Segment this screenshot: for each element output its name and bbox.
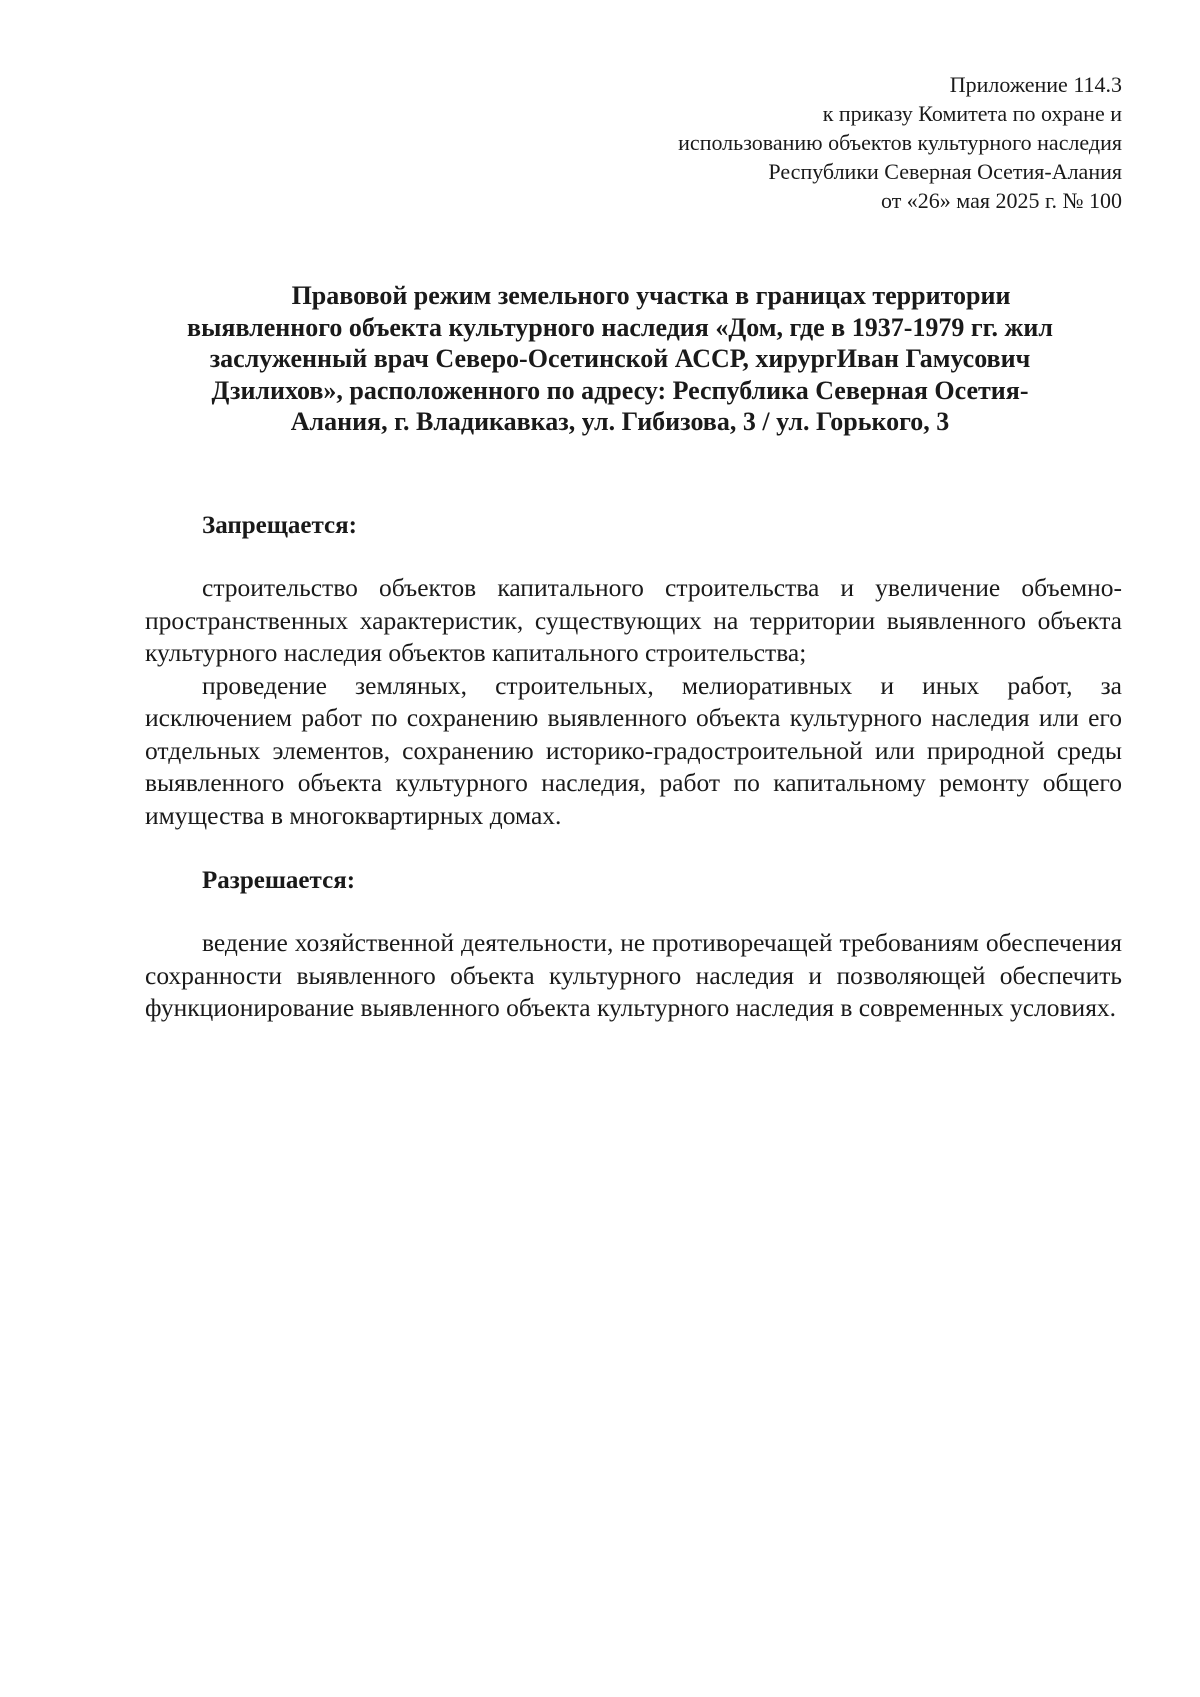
- appendix-reference: [422, 70, 1122, 215]
- title-line: Дзилихов», расположенного по адресу: Республика Северная Осетия-: [211, 375, 1029, 405]
- title-line: заслуженный врач Северо-Осетинской АССР, хирургИван Гамусович: [209, 344, 1031, 373]
- title-line: Алания, г. Владикавказ, ул. Гибизова, 3 / ул. Горького, 3: [290, 407, 950, 436]
- prohibited-list: [145, 572, 1122, 832]
- allowed-heading: Разрешается:: [202, 867, 356, 894]
- appendix-republic-line: Республики Северная Осетия-Алания: [768, 159, 1122, 184]
- appendix-committee-line: использованию объектов культурного наследия: [678, 130, 1122, 155]
- appendix-order-line: к приказу Комитета по охране и: [822, 101, 1122, 126]
- allowed-list: [145, 927, 1122, 1025]
- title-line: выявленного объекта культурного наследия «Дом, где в 1937-1979 гг. жил: [187, 312, 1053, 342]
- appendix-number: Приложение 114.3: [949, 72, 1122, 97]
- title-line: Правовой режим земельного участка в границах территории: [291, 281, 1011, 310]
- prohibited-item: строительство объектов капитального строительства и увеличение объемно-пространственных характеристик, существующих на территории выявленного объекта культурного наследия объектов капитального строительства;: [145, 573, 1122, 667]
- prohibited-heading: Запрещается:: [202, 512, 358, 539]
- appendix-date-line: от «26» мая 2025 г. № 100: [880, 188, 1122, 213]
- prohibited-item: проведение земляных, строительных, мелиоративных и иных работ, за исключением работ по сохранению выявленного объекта культурного наследия или его отдельных элементов, сохранению историко-градостроительной или природной среды выявленного объекта культурного наследия, работ по капитальному ремонту общего имущества в многоквартирных домах.: [145, 670, 1122, 830]
- allowed-item: ведение хозяйственной деятельности, не противоречащей требованиям обеспечения сохранности выявленного объекта культурного наследия и позволяющей обеспечить функционирование выявленного объекта культурного наследия в современных условиях.: [145, 928, 1122, 1022]
- document-title: [140, 280, 1100, 438]
